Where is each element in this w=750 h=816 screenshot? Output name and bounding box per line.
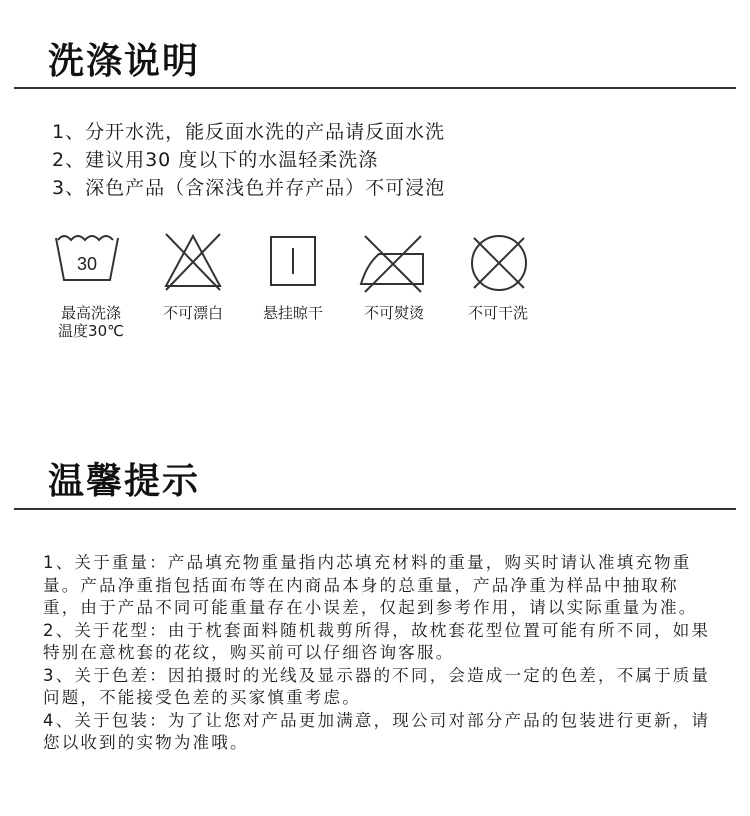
- instruction-item: 3、深色产品（含深浅色并存产品）不可浸泡: [52, 177, 446, 199]
- washing-title: 洗涤说明: [48, 41, 201, 82]
- hang-dry-icon: [258, 228, 328, 298]
- tips-divider: [14, 508, 736, 510]
- wash-30-caption: 最高洗涤 温度30℃: [58, 304, 124, 340]
- tip-paragraph: 2、关于花型：由于枕套面料随机裁剪所得，故枕套花型位置可能有所不同，如果特别在意枕套的花纹，购买前可以仔细咨询客服。: [43, 620, 711, 662]
- no-dry-clean-caption: 不可干洗: [467, 304, 528, 322]
- tip-paragraph: 3、关于色差：因拍摄时的光线及显示器的不同，会造成一定的色差，不属于质量问题，不能接受色差的买家慎重考虑。: [43, 665, 711, 707]
- tips-title: 温馨提示: [48, 461, 201, 502]
- wash-temperature-value: 30: [76, 254, 98, 274]
- washing-instructions: [52, 118, 445, 202]
- no-iron-icon: [357, 228, 427, 298]
- tip-paragraph: 4、关于包装：为了让您对产品更加满意，现公司对部分产品的包装进行更新，请您以收到的实物为准哦。: [43, 710, 711, 752]
- instruction-item: 2、建议用30 度以下的水温轻柔洗涤: [52, 149, 379, 171]
- no-bleach-caption: 不可漂白: [162, 304, 223, 322]
- washing-divider: [14, 87, 736, 89]
- tip-paragraph: 1、关于重量：产品填充物重量指内芯填充材料的重量，购买时请认准填充物重量。产品净重指包括面布等在内商品本身的总重量，产品净重为样品中抽取称重，由于产品不同可能重量存在小误差，仅起到参考作用，请以实际重量为准。: [43, 553, 698, 617]
- no-dry-clean-icon: [464, 228, 534, 298]
- no-bleach-icon: [158, 228, 228, 298]
- hang-dry-caption: 悬挂晾干: [262, 304, 323, 322]
- no-iron-caption: 不可熨烫: [363, 304, 424, 322]
- wash-30-icon: [52, 228, 122, 298]
- instruction-item: 1、分开水洗，能反面水洗的产品请反面水洗: [52, 121, 446, 143]
- tips-body: [43, 552, 713, 755]
